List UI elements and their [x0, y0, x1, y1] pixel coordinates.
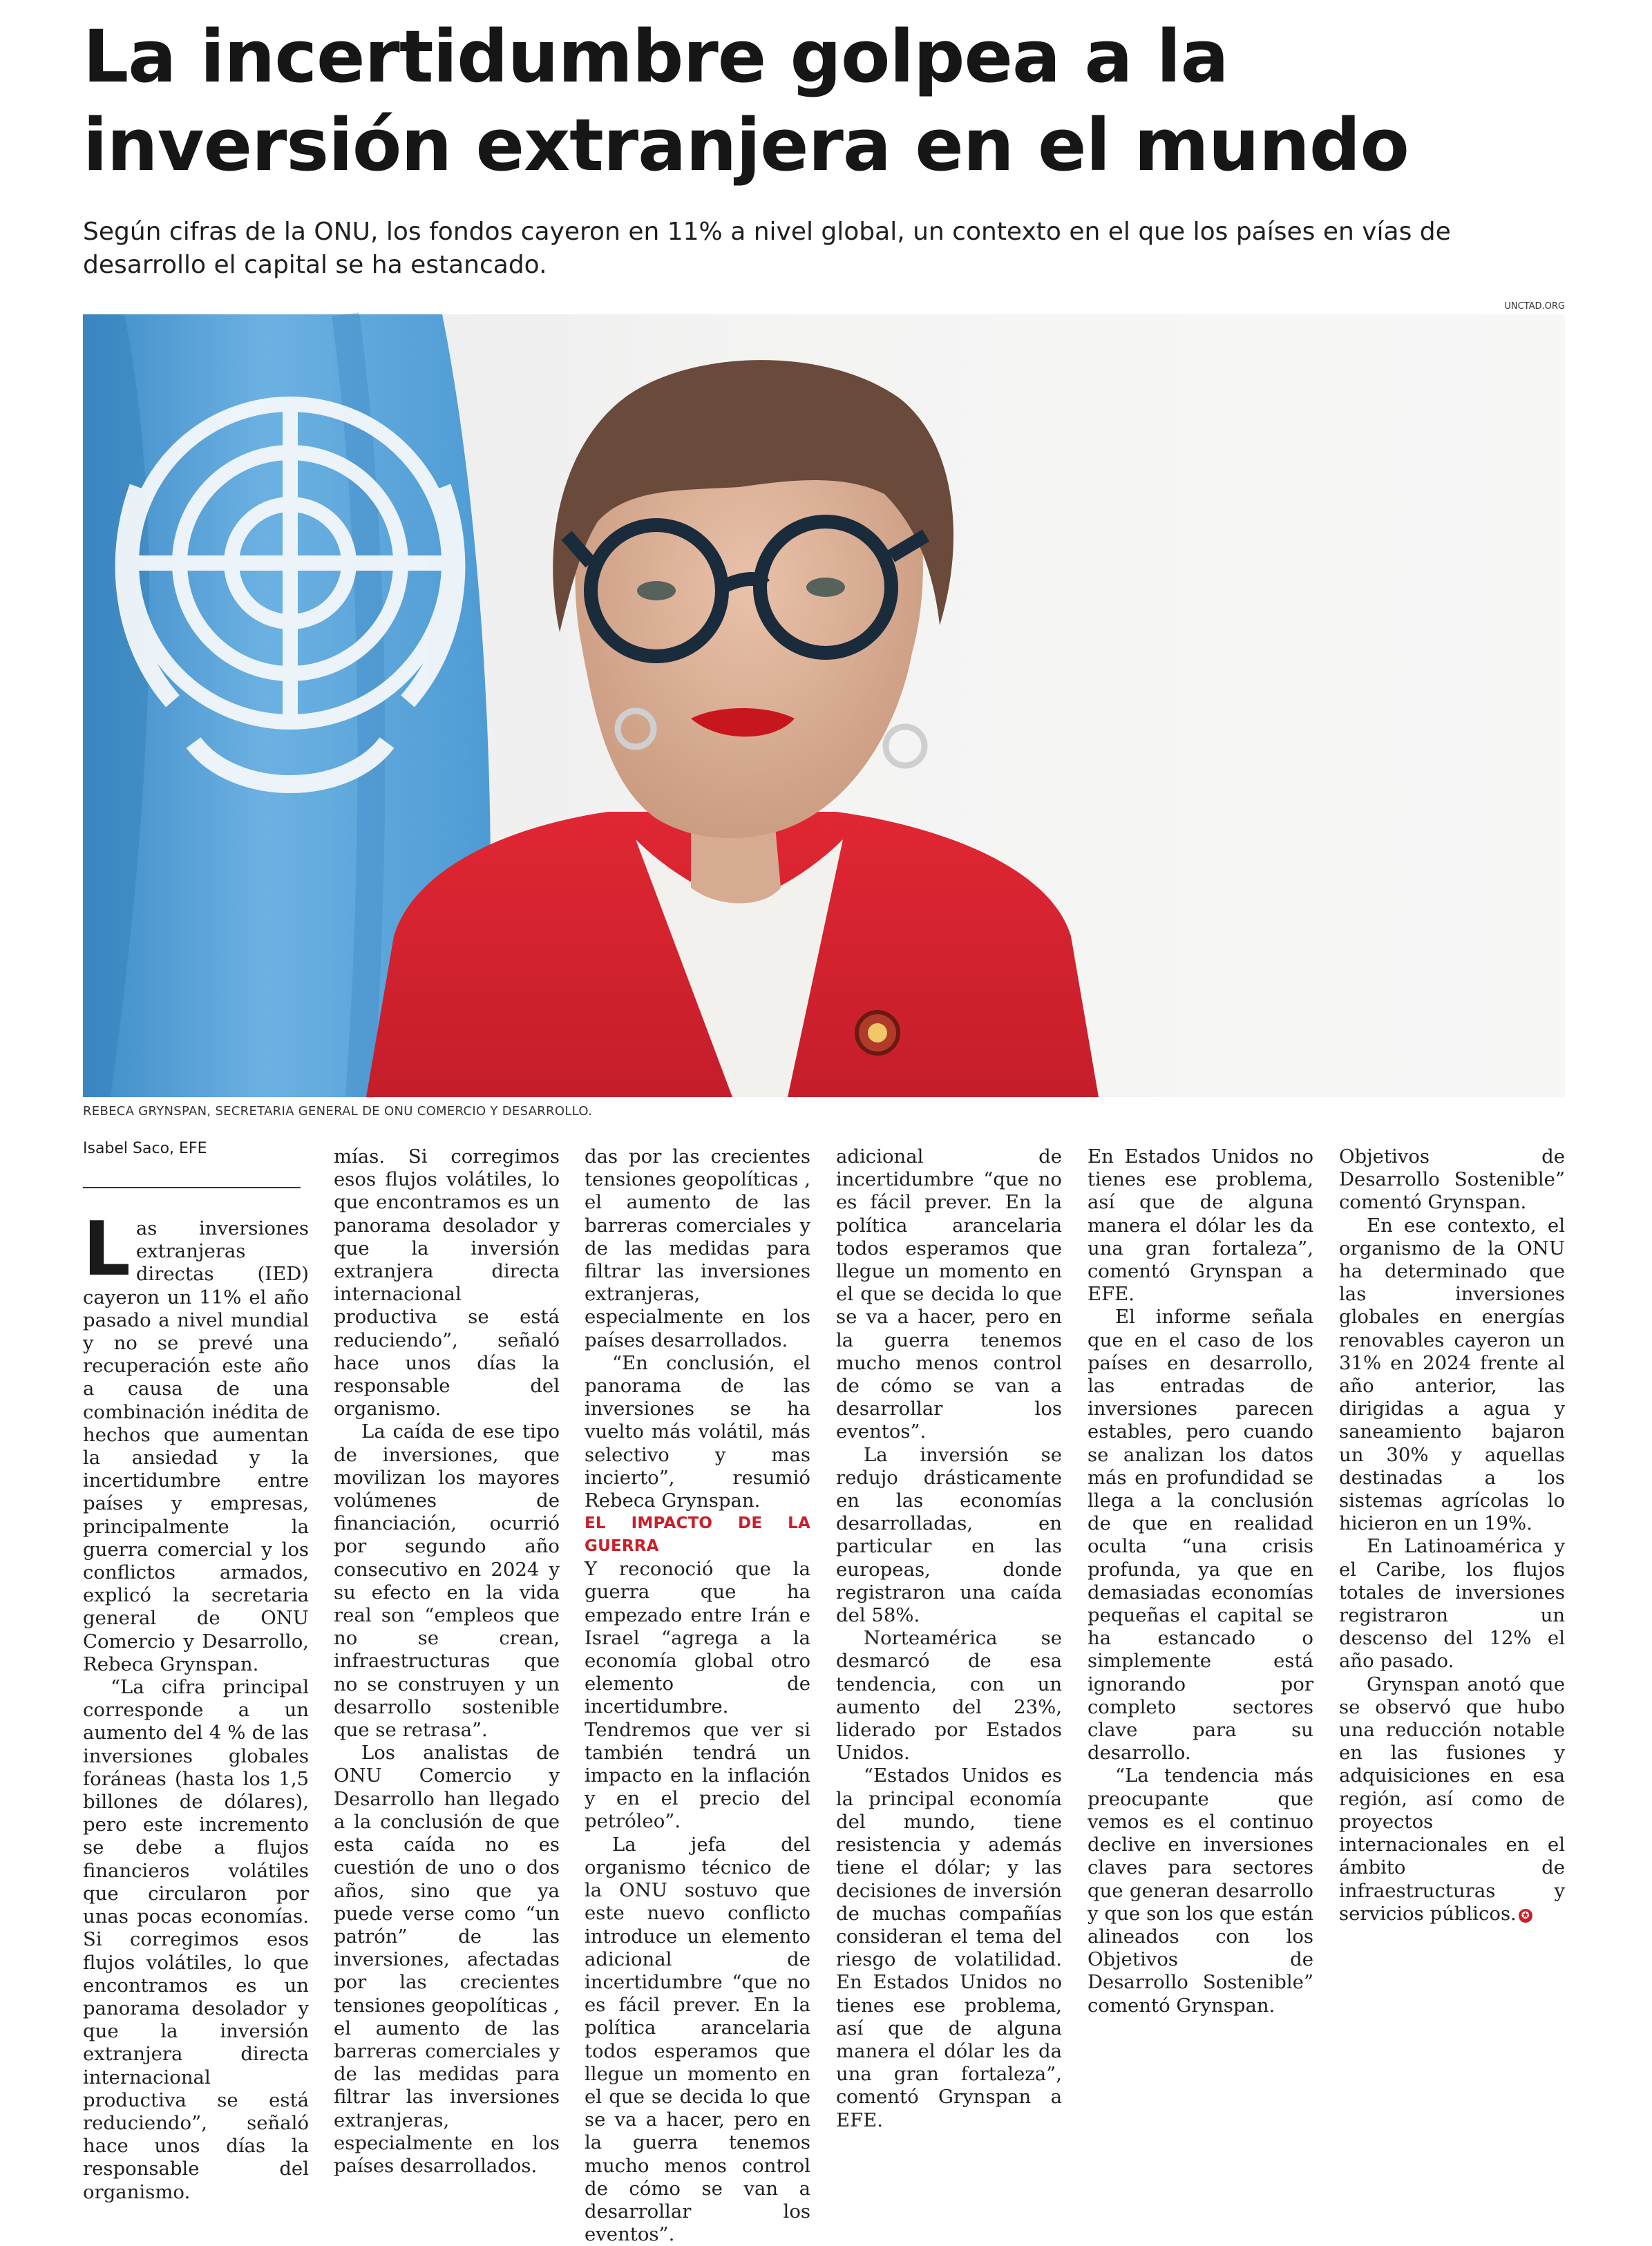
- paragraph-14: En Latinoamérica y el Caribe, los flujos totales de inversiones registraron un descenso del 12% el año pasado.: [1339, 1535, 1565, 1673]
- text-column-4: [836, 1145, 1062, 2131]
- text-column-6: [1339, 1145, 1565, 1925]
- paragraph-15: [1339, 1673, 1565, 1925]
- paragraph-1-text: as inversiones extranjeras directas (IED) cayeron un 11% el año pasado a nivel mundial y no se prevé una recuperación este año a causa de una combinación inédita de hechos que aumentan la ansiedad y la incertidumbre entre países y empresas, principalmente la guerra comercial y los conflictos armados, explicó la secretaria general de ONU Comercio y Desarrollo, Rebeca Grynspan.: [83, 1217, 309, 1675]
- paragraph-4-cont: das por las crecientes tensiones geopolíticas , el aumento de las barreras comerciales y de las medidas para filtrar las inversiones extranjeras, especialmente en los países desarrollados.: [585, 1145, 810, 1351]
- paragraph-7: La jefa del organismo técnico de la ONU sostuvo que este nuevo conflicto introduce un elemento adicional de incertidumbre “que no es fácil prever. En la política arancelaria todos esperamos que llegue un momento en el que se decida lo que se va a hacer, pero en la guerra tenemos mucho menos control de cómo se van a desarrollar los eventos”.: [585, 1833, 810, 2246]
- paragraph-6: Y reconoció que la guerra que ha empezado entre Irán e Israel “agrega a la economía global otro elemento de incertidumbre. Tendremos que ver si también tendrá un impacto en la inflación y en el precio del petróleo”.: [585, 1558, 810, 1833]
- paragraph-7-cont: adicional de incertidumbre “que no es fácil prever. En la política arancelaria todos esperamos que llegue un momento en el que se decida lo que se va a hacer, pero en la guerra tenemos mucho menos control de cómo se van a desarrollar los eventos”.: [836, 1145, 1062, 1443]
- paragraph-1: [83, 1206, 309, 1676]
- paragraph-2-cont: mías. Si corregimos esos flujos volátiles, lo que encontramos es un panorama desolador y que la inversión extranjera directa internacional productiva se está reduciendo”, señaló hace unos días la responsable del organismo.: [334, 1145, 560, 1420]
- paragraph-4: Los analistas de ONU Comercio y Desarrollo han llegado a la conclusión de que esta caída no es cuestión de uno o dos años, sino que ya puede verse como “un patrón” de las inversiones, afectadas por las crecientes tensiones geopolíticas , el aumento de las barreras comerciales y de las medidas para filtrar las inversiones extranjeras, especialmente en los países desarrollados.: [334, 1742, 560, 2177]
- paragraph-15-text: Grynspan anotó que se observó que hubo una reducción notable en las fusiones y adquisiciones en esa región, así como de proyectos internacionales en el ámbito de infraestructuras y servicios públicos.: [1339, 1673, 1565, 1925]
- text-column-1: [83, 1206, 309, 2203]
- photo-credit: UNCTAD.ORG: [1504, 301, 1565, 312]
- paragraph-2: “La cifra principal corresponde a un aumento del 4 % de las inversiones globales foráneas (hasta los 1,5 billones de dólares), pero este incremento se debe a flujos financieros volátiles que circularon por unas pocas economías. Si corregimos esos flujos volátiles, lo que encontramos es un panorama desolador y que la inversión extranjera directa internacional productiva se está reduciendo”, señaló hace unos días la responsable del organismo.: [83, 1676, 309, 2203]
- paragraph-12-cont: Objetivos de Desarrollo Sostenible” comentó Grynspan.: [1339, 1145, 1565, 1214]
- paragraph-12: “La tendencia más preocupante que vemos es el continuo declive en inversiones claves para sectores que generan desarrollo y que son los que están alineados con los Objetivos de Desarrollo Sostenible” comentó Grynspan.: [1088, 1764, 1313, 2017]
- paragraph-3: La caída de ese tipo de inversiones, que movilizan los mayores volúmenes de financiación, ocurrió por segundo año consecutivo en 2024 y su efecto en la vida real son “empleos que no se crean, infraestructuras que no se construyen y un desarrollo sostenible que se retrasa”.: [334, 1420, 560, 1742]
- headline: La incertidumbre golpea a la inversión extranjera en el mundo: [83, 15, 1409, 187]
- text-column-3: [585, 1145, 810, 2246]
- paragraph-10: “Estados Unidos es la principal economía del mundo, tiene resistencia y además tiene el dólar; y las decisiones de inversión de muchas compañías consideran el tema del riesgo de volatilidad. En Estados Unidos no tienes ese problema, así que de alguna manera el dólar les da una gran fortaleza”, comentó Grynspan a EFE.: [836, 1764, 1062, 2131]
- paragraph-9: Norteamérica se desmarcó de esa tendencia, con un aumento del 23%, liderado por Estados Unidos.: [836, 1627, 1062, 1764]
- text-column-5: [1088, 1145, 1313, 2017]
- byline-divider: [83, 1187, 301, 1188]
- end-of-article-icon: ✪: [1519, 1909, 1532, 1923]
- paragraph-13: En ese contexto, el organismo de la ONU ha determinado que las inversiones globales en energías renovables cayeron un 31% en 2024 frente al año anterior, las dirigidas a agua y saneamiento bajaron un 30% y aquellas destinadas a los sistemas agrícolas lo hicieron en un 19%.: [1339, 1214, 1565, 1535]
- byline: Isabel Saco, EFE: [83, 1140, 207, 1157]
- text-column-2: [334, 1145, 560, 2177]
- deck: Según cifras de la ONU, los fondos cayeron en 11% a nivel global, un contexto en el que los países en vías de desarrollo el capital se ha estancado.: [83, 218, 1451, 279]
- drop-cap: L: [83, 1206, 131, 1293]
- portrait-illustration: [83, 314, 1565, 1097]
- photo-caption: REBECA GRYNSPAN, SECRETARIA GENERAL DE ONU COMERCIO Y DESARROLLO.: [83, 1104, 593, 1119]
- paragraph-11: El informe señala que en el caso de los países en desarrollo, las entradas de inversiones parecen estables, pero cuando se analizan los datos más en profundidad se llega a la conclusión de que en realidad oculta “una crisis profunda, ya que en demasiadas economías pequeñas el capital se ha estancado o simplemente está ignorando por completo sectores clave para su desarrollo.: [1088, 1306, 1313, 1764]
- main-photo: [83, 314, 1565, 1097]
- section-subhead: EL IMPACTO DE LA GUERRA: [585, 1514, 810, 1556]
- paragraph-5: “En conclusión, el panorama de las inversiones se ha vuelto más volátil, más selectivo y mas incierto”, resumió Rebeca Grynspan.: [585, 1351, 810, 1512]
- paragraph-8: La inversión se redujo drásticamente en las economías desarrolladas, en particular en las europeas, donde registraron una caída del 58%.: [836, 1443, 1062, 1627]
- paragraph-10-cont: En Estados Unidos no tienes ese problema, así que de alguna manera el dólar les da una gran fortaleza”, comentó Grynspan a EFE.: [1088, 1145, 1313, 1306]
